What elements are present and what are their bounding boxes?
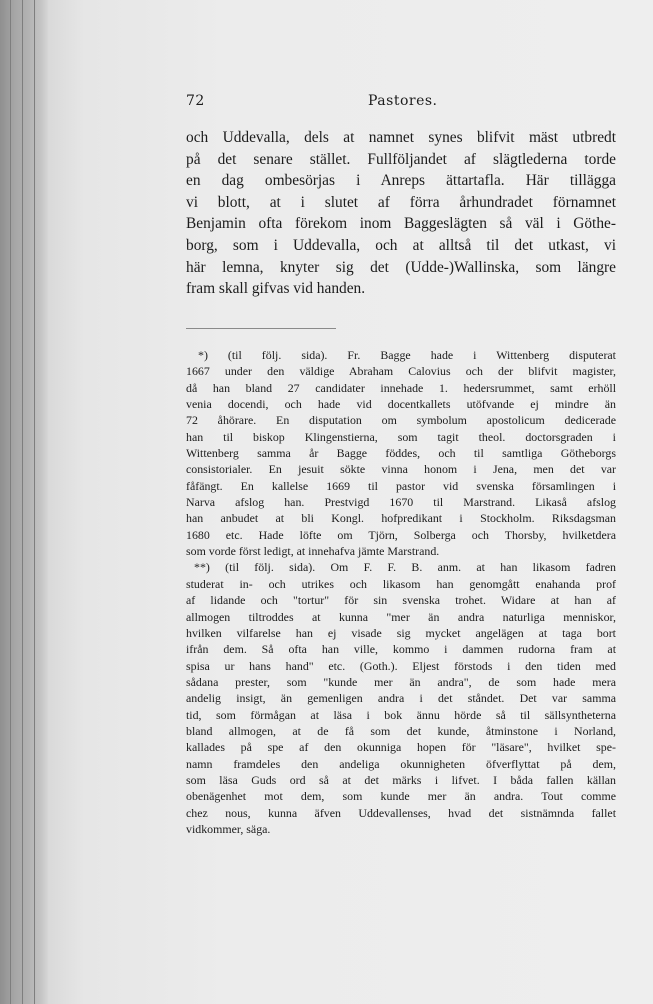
footnote-line: 1680 etc. Hade löfte om Tjörn, Solberga och Thorsby, hvilketdera — [186, 527, 616, 542]
footnote-line: vidkommer, säga. — [186, 821, 271, 836]
main-text — [186, 127, 616, 300]
footnote-line: spisa ur hans hand" etc. (Goth.). Eljest förstods i den tiden med — [186, 658, 616, 673]
text-line: här lemna, knyter sig det (Udde-)Wallinska, som längre — [186, 258, 616, 276]
footnote-line: venia docendi, och hade vid docentkallets utöfvande ej mindre än — [186, 397, 616, 412]
text-line: och Uddevalla, dels at namnet synes blifvit mäst utbredt — [186, 129, 616, 146]
text-line: fram skall gifvas vid handen. — [186, 280, 366, 298]
text-line: på det senare stället. Fullföljandet af slägtlederna torde — [186, 150, 616, 168]
footnote-line: studerat in- och utrikes och likasom han genomgått enahanda prof — [186, 576, 616, 591]
footnote-line: sådana prester, som "kunde mer än andra", de som hade mera — [186, 674, 616, 689]
page-number: 72 — [186, 93, 205, 109]
footnote-line: ifrån dem. Så ofta han ville, kommo i dammen rudorna fram at — [186, 642, 616, 657]
footnote-line: namn framdeles den andeliga okunnigheten öfverflyttat på dem, — [186, 756, 616, 771]
footnote-line: af lidande och "tortur" för sin svenska trohet. Widare at han af — [186, 593, 616, 608]
gutter-line — [34, 0, 35, 1004]
text-line: en dag ombesörjas i Anreps ättartafla. Här tillägga — [186, 172, 616, 190]
footnote-line: Wittenberg samma år Bagge föddes, och til samtliga Götheborgs — [186, 446, 616, 461]
footnote-line: som läsa Guds ord så at det märks i lifvet. I båda fallen källan — [186, 772, 616, 787]
text-line: borg, som i Uddevalla, och at alltså til det utkast, vi — [186, 236, 616, 254]
running-title: Pastores. — [368, 93, 438, 109]
book-gutter — [0, 0, 48, 1004]
footnote-line: chez nous, kunna äfven Uddevallenses, hvad det sistnämnda fallet — [186, 805, 616, 820]
footnote-line: 72 åhörare. En disputation om symbolum apostolicum dedicerade — [186, 413, 616, 428]
footnote-line: bland allmogen, at de få som det kunde, åtminstone i Norland, — [186, 723, 616, 738]
footnote-line: **) (til följ. sida). Om F. F. B. anm. at han likasom fadren — [194, 560, 616, 575]
footnote-line: tid, som förmågan at läsa i bok ännu hörde så til sällsyntheterna — [186, 707, 616, 722]
footnote-line: Narva afslog han. Prestvigd 1670 til Marstrand. Likaså afslog — [186, 495, 616, 510]
footnote-line: som vorde först ledigt, at innehafva jämte Marstrand. — [186, 544, 440, 559]
gutter-line — [10, 0, 11, 1004]
footnote-line: 1667 under den väldige Abraham Calovius och der blifvit magister, — [186, 364, 616, 379]
footnote-rule — [186, 328, 336, 329]
footnote-line: kallades på spe af den okunniga hopen för "läsare", hvilket spe- — [186, 740, 616, 755]
footnote-line: allmogen tiltroddes at kunna "mer än andra naturliga menniskor, — [186, 609, 616, 624]
footnote-line: obenägenhet mot dem, som kunde mer än andra. Tout comme — [186, 789, 616, 804]
page-header — [186, 93, 616, 115]
text-line: vi blott, at i slutet af förra århundradet förnamnet — [186, 193, 616, 211]
gutter-line — [22, 0, 23, 1004]
footnote-line: hvilken vilfarelse han ej visade sig mycket angelägen at taga bort — [186, 625, 616, 640]
footnote-line: andelig insigt, än gemenligen andra i det ståndet. Det var samma — [186, 691, 616, 706]
footnotes — [186, 347, 616, 837]
footnote-line: han til biskop Klingenstierna, som tagit theol. doctorsgraden i — [186, 429, 616, 444]
footnote-line: *) (til följ. sida). Fr. Bagge hade i Wittenberg disputerat — [198, 348, 616, 362]
footnote-line: fåfängt. En kallelse 1669 til pastor vid svenska församlingen i — [186, 478, 616, 493]
footnote-line: consistorialer. En jesuit sökte vinna honom i Jena, men det var — [186, 462, 616, 477]
text-line: Benjamin ofta förekom inom Baggeslägten så väl i Göthe- — [186, 215, 616, 233]
footnote-line: då han bland 27 candidater innehade 1. hedersrummet, samt erhöll — [186, 380, 616, 395]
footnote-line: han anbudet at bli Kongl. hofpredikant i Stockholm. Riksdagsman — [186, 511, 616, 526]
